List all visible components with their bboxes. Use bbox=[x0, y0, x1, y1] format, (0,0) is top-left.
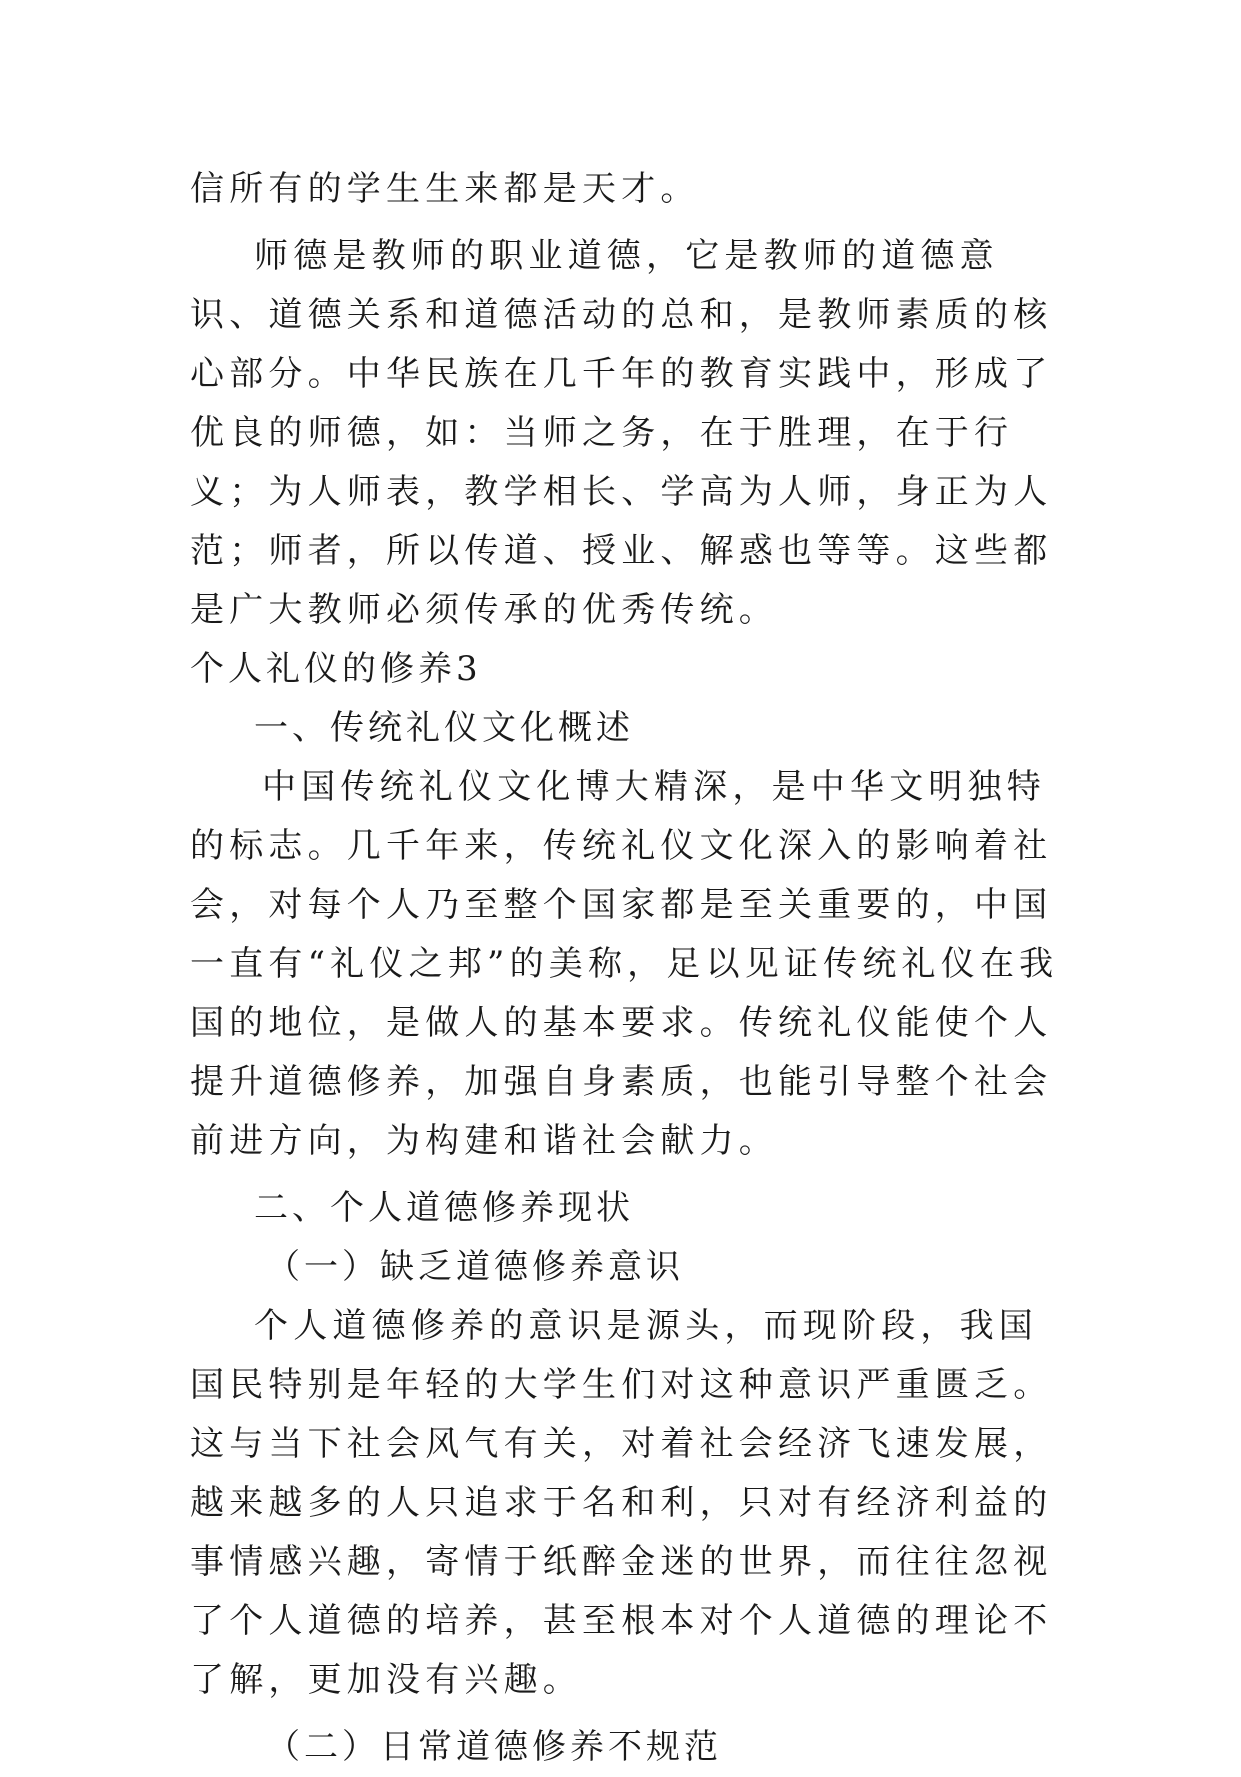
document-body bbox=[190, 160, 1070, 1777]
section-title: 个人礼仪的修养3 bbox=[190, 649, 482, 689]
paragraph-teacher-ethics: 师德是教师的职业道德，它是教师的道德意识、道德关系和道德活动的总和，是教师素质的核心部分。中华民族在几千年的教育实践中，形成了优良的师德，如：当师之务，在于胜理，在于行义；为人师表，教学相长、学高为人师，身正为人范；师者，所以传道、授业、解惑也等等。这些都是广大教师必须传承的优秀传统。 bbox=[190, 236, 1053, 630]
subheading-two: （二）日常道德修养不规范 bbox=[266, 1727, 722, 1767]
paragraph-etiquette-overview: 中国传统礼仪文化博大精深，是中华文明独特的标志。几千年来，传统礼仪文化深入的影响着社会，对每个人乃至整个国家都是至关重要的，中国一直有“礼仪之邦”的美称，足以见证传统礼仪在我国的地位，是做人的基本要求。传统礼仪能使个人提升道德修养，加强自身素质，也能引导整个社会前进方向，为构建和谐社会献力。 bbox=[190, 767, 1059, 1161]
heading-part-two: 二、个人道德修养现状 bbox=[254, 1188, 634, 1228]
paragraph-awareness: 个人道德修养的意识是源头，而现阶段，我国国民特别是年轻的大学生们对这种意识严重匮乏。这与当下社会风气有关，对着社会经济飞速发展，越来越多的人只追求于名和利，只对有经济利益的事情感兴趣，寄情于纸醉金迷的世界，而往往忽视了个人道德的培养，甚至根本对个人道德的理论不了解，更加没有兴趣。 bbox=[190, 1306, 1053, 1700]
paragraph-continuation: 信所有的学生生来都是天才。 bbox=[190, 169, 700, 209]
heading-part-one: 一、传统礼仪文化概述 bbox=[254, 708, 634, 748]
subheading-one: （一）缺乏道德修养意识 bbox=[266, 1247, 684, 1287]
